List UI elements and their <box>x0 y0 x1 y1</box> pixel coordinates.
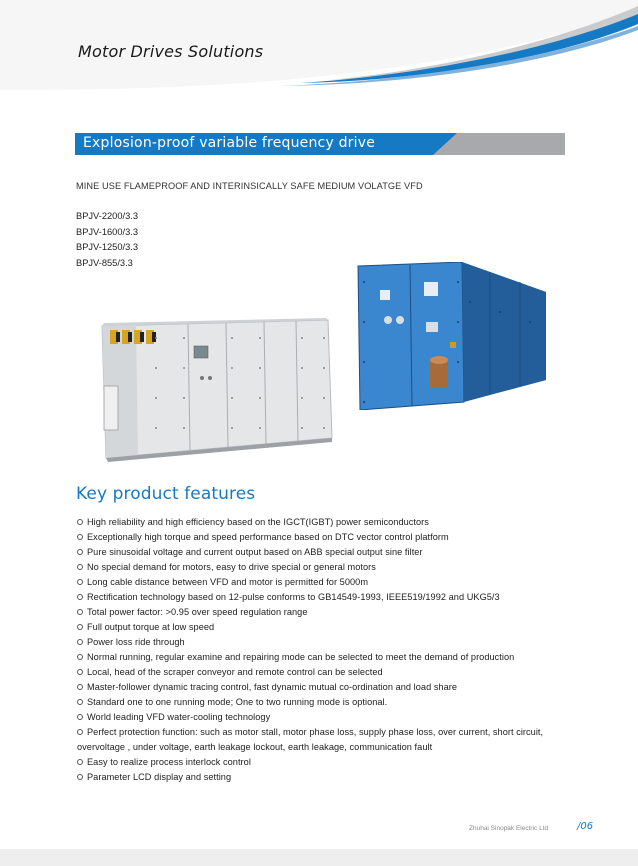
feature-text: Easy to realize process interlock control <box>87 757 251 767</box>
feature-item <box>77 575 577 590</box>
feature-text: Exceptionally high torque and speed performance based on DTC vector control platform <box>87 532 449 542</box>
section-title: Explosion-proof variable frequency drive <box>83 135 376 151</box>
feature-item <box>77 515 577 530</box>
feature-item <box>77 680 577 695</box>
feature-text: Parameter LCD display and setting <box>87 772 232 782</box>
footer-company-name: Zhuhai Sinopak Electric Ltd <box>469 825 549 832</box>
feature-text: Total power factor: >0.95 over speed regulation range <box>87 607 308 617</box>
feature-text: Power loss ride through <box>87 637 185 647</box>
feature-item <box>77 755 577 770</box>
circle-bullet-icon <box>77 759 83 765</box>
feature-text: Pure sinusoidal voltage and current output based on ABB special output sine filter <box>87 547 423 557</box>
page-number: /06 <box>577 821 594 832</box>
feature-text: No special demand for motors, easy to drive special or general motors <box>87 562 376 572</box>
feature-item <box>77 665 577 680</box>
circle-bullet-icon <box>77 669 83 675</box>
circle-bullet-icon <box>77 549 83 555</box>
feature-item <box>77 620 577 635</box>
model-list <box>76 209 138 271</box>
page-header-title: Motor Drives Solutions <box>78 42 264 61</box>
features-heading: Key product features <box>76 484 256 504</box>
feature-item <box>77 590 577 605</box>
feature-text: Local, head of the scraper conveyor and remote control can be selected <box>87 667 383 677</box>
model-item: BPJV-2200/3.3 <box>76 211 139 221</box>
feature-text: Normal running, regular examine and repairing mode can be selected to meet the demand of production <box>87 652 515 662</box>
circle-bullet-icon <box>77 684 83 690</box>
model-item: BPJV-1250/3.3 <box>76 242 139 252</box>
model-item: BPJV-855/3.3 <box>76 257 133 268</box>
feature-text: Perfect protection function: such as motor stall, motor phase loss, supply phase loss, over current, short circuit, overvoltage , under voltage, earth leakage lockout, earth leakage, communication fault <box>77 727 544 752</box>
feature-text: Master-follower dynamic tracing control, fast dynamic mutual co-ordination and load share <box>87 682 458 692</box>
feature-text: High reliability and high efficiency based on the IGCT(IGBT) power semiconductors <box>87 517 429 527</box>
circle-bullet-icon <box>77 729 83 735</box>
section-banner <box>75 133 565 155</box>
feature-text: Standard one to one running mode; One to two running mode is optional. <box>87 697 388 707</box>
feature-text: Full output torque at low speed <box>87 622 215 632</box>
circle-bullet-icon <box>77 774 83 780</box>
blue-vfd-cabinet-image <box>350 262 546 410</box>
feature-item <box>77 770 577 785</box>
feature-item <box>77 605 577 620</box>
feature-text: Long cable distance between VFD and motor is permitted for 5000m <box>87 577 369 587</box>
model-item: BPJV-1600/3.3 <box>76 226 139 237</box>
gray-vfd-cabinet-image <box>96 318 336 463</box>
feature-item <box>77 530 577 545</box>
feature-item <box>77 635 577 650</box>
feature-item <box>77 710 577 725</box>
circle-bullet-icon <box>77 654 83 660</box>
feature-item <box>77 545 577 560</box>
feature-text: World leading VFD water-cooling technology <box>87 712 271 722</box>
circle-bullet-icon <box>77 534 83 540</box>
circle-bullet-icon <box>77 519 83 525</box>
features-list <box>77 515 577 785</box>
circle-bullet-icon <box>77 624 83 630</box>
footer-band <box>0 849 638 866</box>
circle-bullet-icon <box>77 714 83 720</box>
circle-bullet-icon <box>77 639 83 645</box>
feature-item <box>77 695 577 710</box>
product-subtitle: MINE USE FLAMEPROOF AND INTERINSICALLY SAFE MEDIUM VOLATGE VFD <box>76 181 423 191</box>
circle-bullet-icon <box>77 609 83 615</box>
feature-item <box>77 725 577 755</box>
circle-bullet-icon <box>77 564 83 570</box>
feature-item <box>77 650 577 665</box>
circle-bullet-icon <box>77 699 83 705</box>
circle-bullet-icon <box>77 594 83 600</box>
feature-item <box>77 560 577 575</box>
feature-text: Rectification technology based on 12-pulse conforms to GB14549-1993, IEEE519/1992 and UKG5/3 <box>87 592 500 602</box>
circle-bullet-icon <box>77 579 83 585</box>
